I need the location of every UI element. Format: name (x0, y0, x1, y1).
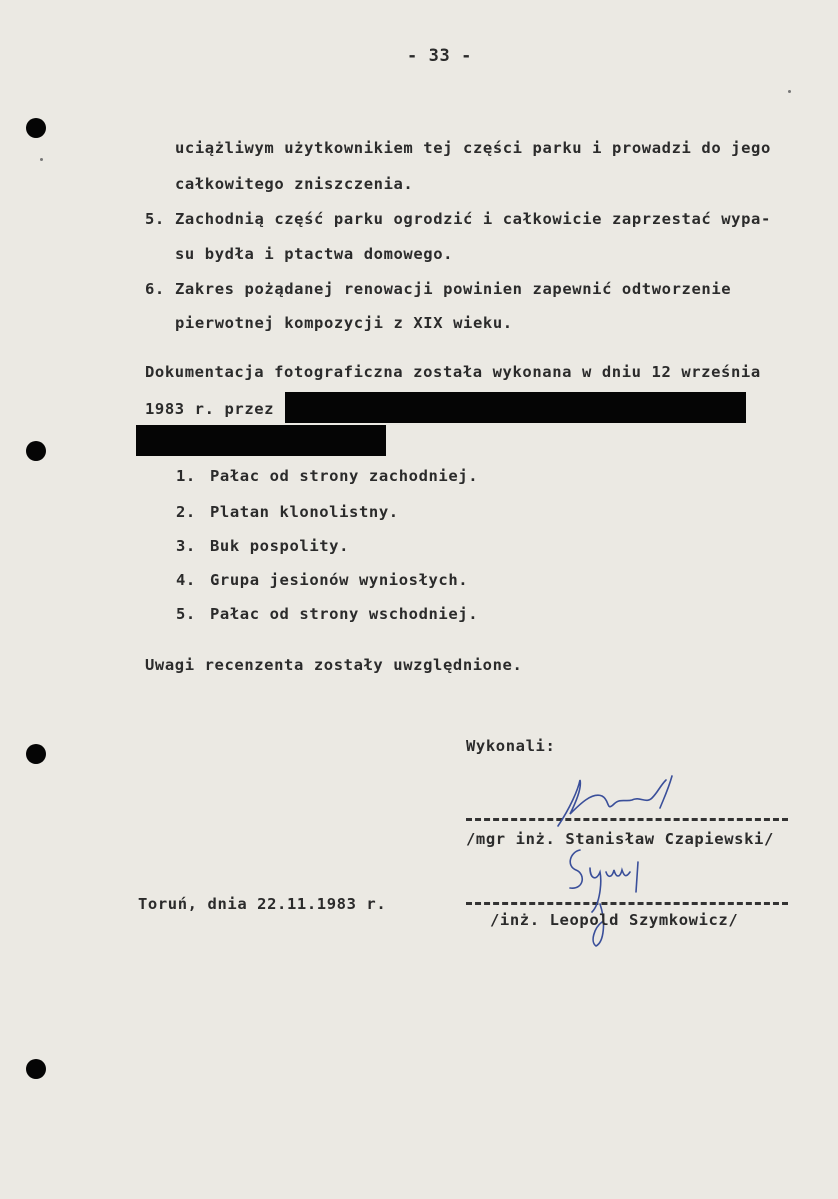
photo-label: Platan klonolistny. (210, 503, 399, 521)
item-line-2: pierwotnej kompozycji z XIX wieku. (175, 314, 513, 332)
signatory-name: /inż. Leopold Szymkowicz/ (490, 911, 739, 929)
documentation-line-1: Dokumentacja fotograficzna została wykonana w dniu 12 września (145, 363, 761, 381)
speck (40, 158, 43, 161)
item-number: 5. (145, 210, 165, 228)
punch-hole (26, 1059, 46, 1079)
photo-label: Buk pospolity. (210, 537, 350, 555)
page-number: - 33 - (407, 46, 473, 66)
photo-number: 3. (176, 537, 196, 555)
photo-number: 1. (176, 467, 196, 485)
signature-czapiewski (540, 768, 690, 838)
photo-number: 4. (176, 571, 196, 589)
remarks: Uwagi recenzenta zostały uwzględnione. (145, 656, 523, 674)
photo-label: Pałac od strony zachodniej. (210, 467, 479, 485)
redaction-bar (136, 425, 386, 456)
place-date: Toruń, dnia 22.11.1983 r. (138, 895, 387, 913)
punch-hole (26, 744, 46, 764)
paragraph-line-1: uciążliwym użytkownikiem tej części parku i prowadzi do jego (175, 139, 771, 157)
item-line-1: Zachodnią część parku ogrodzić i całkowicie zaprzestać wypa- (175, 210, 771, 228)
photo-label: Grupa jesionów wyniosłych. (210, 571, 469, 589)
signatory-name: /mgr inż. Stanisław Czapiewski/ (466, 830, 774, 848)
item-line-1: Zakres pożądanej renowacji powinien zapewnić odtworzenie (175, 280, 732, 298)
documentation-line-2: 1983 r. przez (145, 400, 275, 418)
item-line-2: su bydła i ptactwa domowego. (175, 245, 454, 263)
paragraph-line-2: całkowitego zniszczenia. (175, 175, 414, 193)
item-number: 6. (145, 280, 165, 298)
executed-by-label: Wykonali: (466, 737, 556, 755)
photo-label: Pałac od strony wschodniej. (210, 605, 479, 623)
photo-number: 2. (176, 503, 196, 521)
punch-hole (26, 441, 46, 461)
photo-number: 5. (176, 605, 196, 623)
signature-szymkowicz (556, 842, 676, 952)
punch-hole (26, 118, 46, 138)
speck (788, 90, 791, 93)
redaction-bar (285, 392, 746, 423)
